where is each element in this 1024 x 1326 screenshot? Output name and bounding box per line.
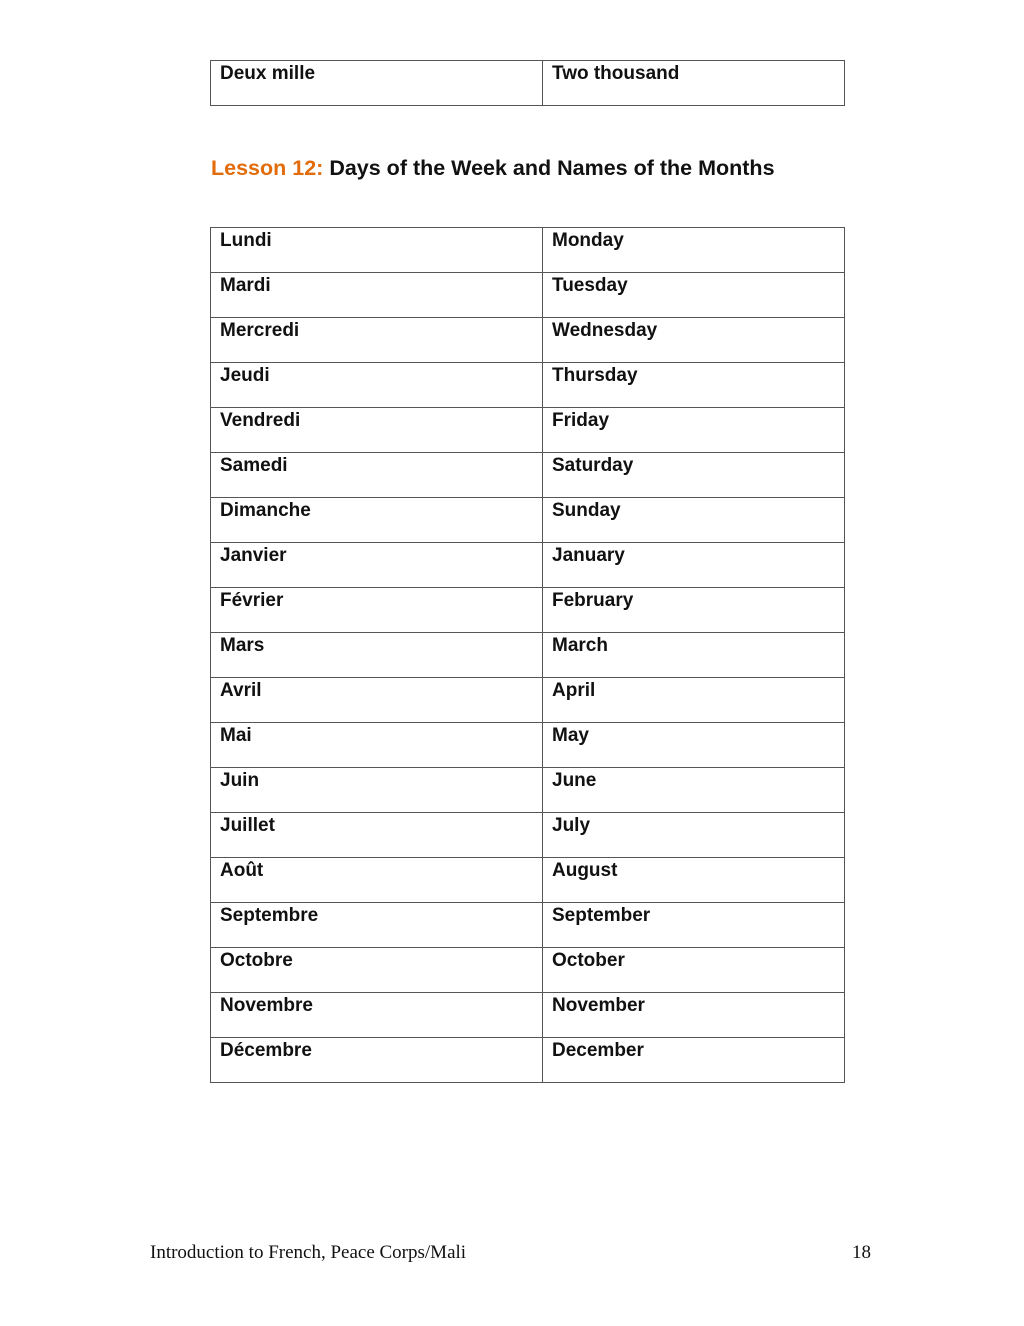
english-cell: July [543,813,845,858]
english-cell: Monday [543,228,845,273]
lesson-label: Lesson 12: [211,156,324,180]
table-row [211,273,845,318]
english-cell: February [543,588,845,633]
french-cell: Décembre [211,1038,543,1083]
table-row [211,1038,845,1083]
english-cell: September [543,903,845,948]
table-row [211,768,845,813]
days-months-table [210,227,845,1083]
page-number: 18 [852,1242,871,1263]
english-cell: Two thousand [543,61,845,106]
english-cell: March [543,633,845,678]
english-cell: November [543,993,845,1038]
table-row [211,858,845,903]
table-row [211,633,845,678]
table-row [211,543,845,588]
french-cell: Septembre [211,903,543,948]
table-row [211,363,845,408]
french-cell: Samedi [211,453,543,498]
table-row [211,408,845,453]
french-cell: Juillet [211,813,543,858]
english-cell: Wednesday [543,318,845,363]
table-row [211,903,845,948]
table-row [211,723,845,768]
french-cell: Lundi [211,228,543,273]
table-row [211,813,845,858]
table-row [211,588,845,633]
french-cell: Jeudi [211,363,543,408]
french-cell: Mars [211,633,543,678]
french-cell: Deux mille [211,61,543,106]
english-cell: October [543,948,845,993]
english-cell: August [543,858,845,903]
number-vocab-table [210,60,845,106]
french-cell: Dimanche [211,498,543,543]
french-cell: Mai [211,723,543,768]
french-cell: Avril [211,678,543,723]
table-row [211,318,845,363]
french-cell: Vendredi [211,408,543,453]
french-cell: Août [211,858,543,903]
french-cell: Octobre [211,948,543,993]
french-cell: Juin [211,768,543,813]
table-row [211,228,845,273]
english-cell: June [543,768,845,813]
days-months-table-body [211,228,845,1083]
english-cell: Sunday [543,498,845,543]
table-row [211,498,845,543]
table-row [211,678,845,723]
english-cell: December [543,1038,845,1083]
french-cell: Février [211,588,543,633]
english-cell: Friday [543,408,845,453]
table-row [211,61,845,106]
lesson-title: Days of the Week and Names of the Months [329,156,775,180]
english-cell: Tuesday [543,273,845,318]
french-cell: Janvier [211,543,543,588]
table-row [211,453,845,498]
english-cell: January [543,543,845,588]
table-row [211,993,845,1038]
table-row [211,948,845,993]
footer-title: Introduction to French, Peace Corps/Mali [150,1242,467,1263]
french-cell: Mercredi [211,318,543,363]
english-cell: Saturday [543,453,845,498]
english-cell: Thursday [543,363,845,408]
english-cell: May [543,723,845,768]
english-cell: April [543,678,845,723]
french-cell: Novembre [211,993,543,1038]
lesson-heading [211,154,775,182]
french-cell: Mardi [211,273,543,318]
